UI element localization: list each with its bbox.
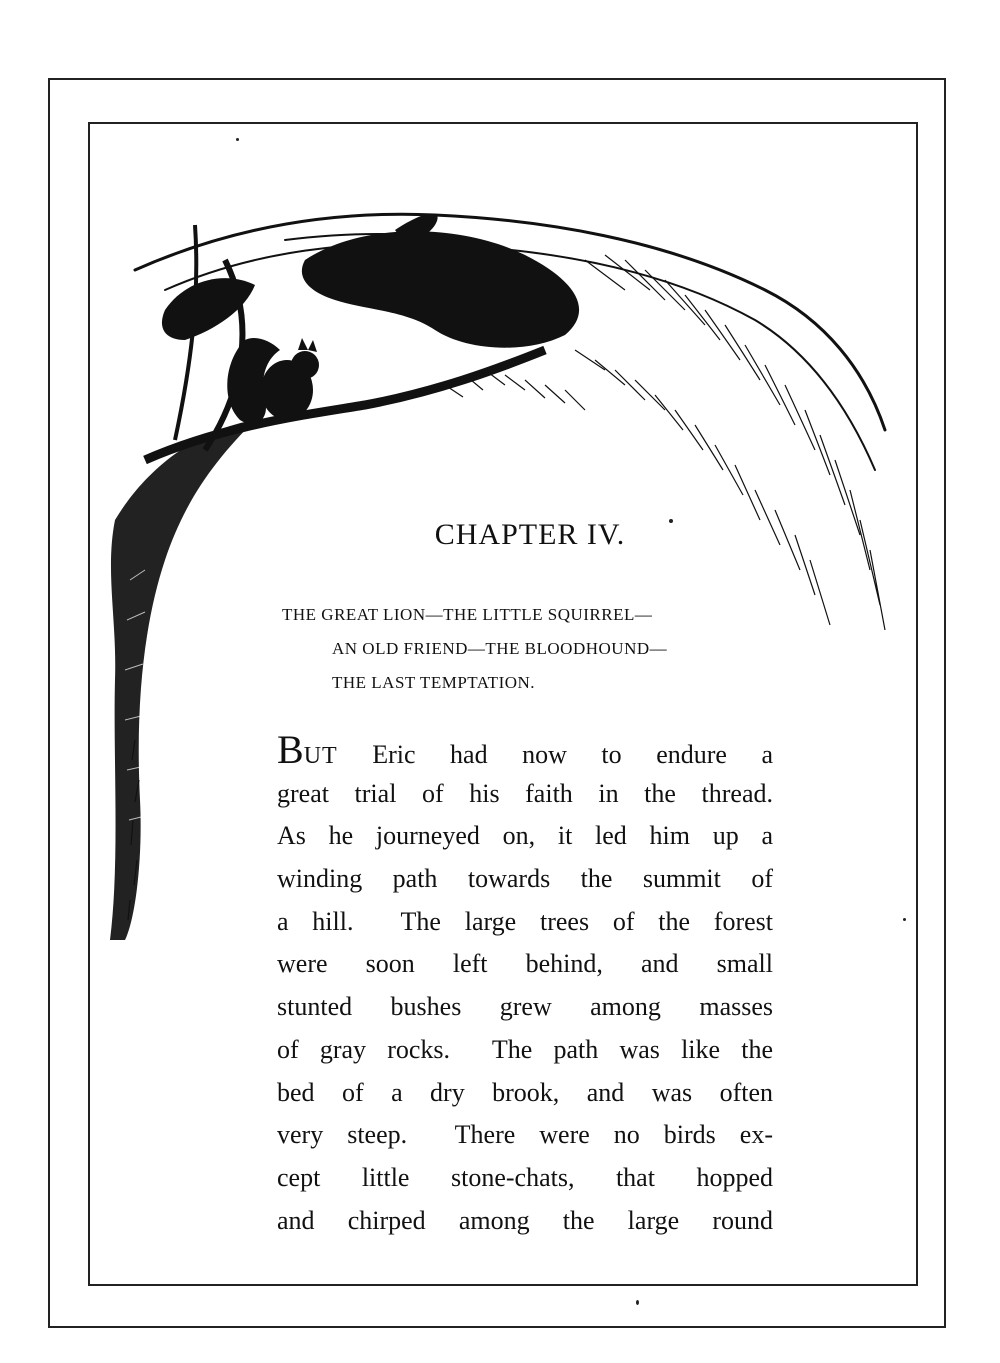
chapter-summary xyxy=(282,598,802,700)
body-line xyxy=(277,858,773,901)
body-line-text: cept little stone-chats, that hopped xyxy=(277,1162,773,1192)
body-line-text: winding path towards the summit of xyxy=(277,864,773,894)
first-line-rest: Eric had now to endure a xyxy=(337,740,773,769)
body-line xyxy=(277,1029,773,1072)
body-line xyxy=(277,815,773,858)
chapter-title: CHAPTER IV. xyxy=(434,518,626,551)
chapter-summary-line: THE GREAT LION—THE LITTLE SQUIRREL— xyxy=(282,605,653,624)
body-line-text: bed of a dry brook, and was often xyxy=(277,1077,773,1107)
chapter-body-text xyxy=(277,727,773,1242)
print-speck xyxy=(636,1300,639,1305)
body-line xyxy=(277,943,773,986)
body-line-text: were soon left behind, and small xyxy=(277,949,773,979)
body-line xyxy=(277,773,773,816)
opening-smallcaps: UT xyxy=(303,743,338,769)
body-line-text: very steep. There were no birds ex- xyxy=(277,1120,773,1150)
body-line-text: stunted bushes grew among masses xyxy=(277,992,773,1022)
print-speck xyxy=(669,519,673,523)
body-line-text: of gray rocks. The path was like the xyxy=(277,1034,773,1064)
body-line-text: great trial of his faith in the thread. xyxy=(277,778,773,808)
body-line xyxy=(277,1200,773,1243)
body-line xyxy=(277,901,773,944)
body-line-text: and chirped among the large round xyxy=(277,1205,773,1235)
chapter-summary-line: THE LAST TEMPTATION. xyxy=(332,673,536,692)
body-line-text: a hill. The large trees of the forest xyxy=(277,906,773,936)
body-line xyxy=(277,1072,773,1115)
chapter-summary-line: AN OLD FRIEND—THE BLOODHOUND— xyxy=(332,639,668,658)
drop-cap: B xyxy=(277,727,304,772)
print-speck xyxy=(236,138,239,141)
body-line xyxy=(277,1157,773,1200)
body-line-text: As he journeyed on, it led him up a xyxy=(277,821,773,851)
body-line xyxy=(277,986,773,1029)
print-speck xyxy=(903,918,906,921)
body-first-line xyxy=(277,727,773,773)
body-line xyxy=(277,1114,773,1157)
